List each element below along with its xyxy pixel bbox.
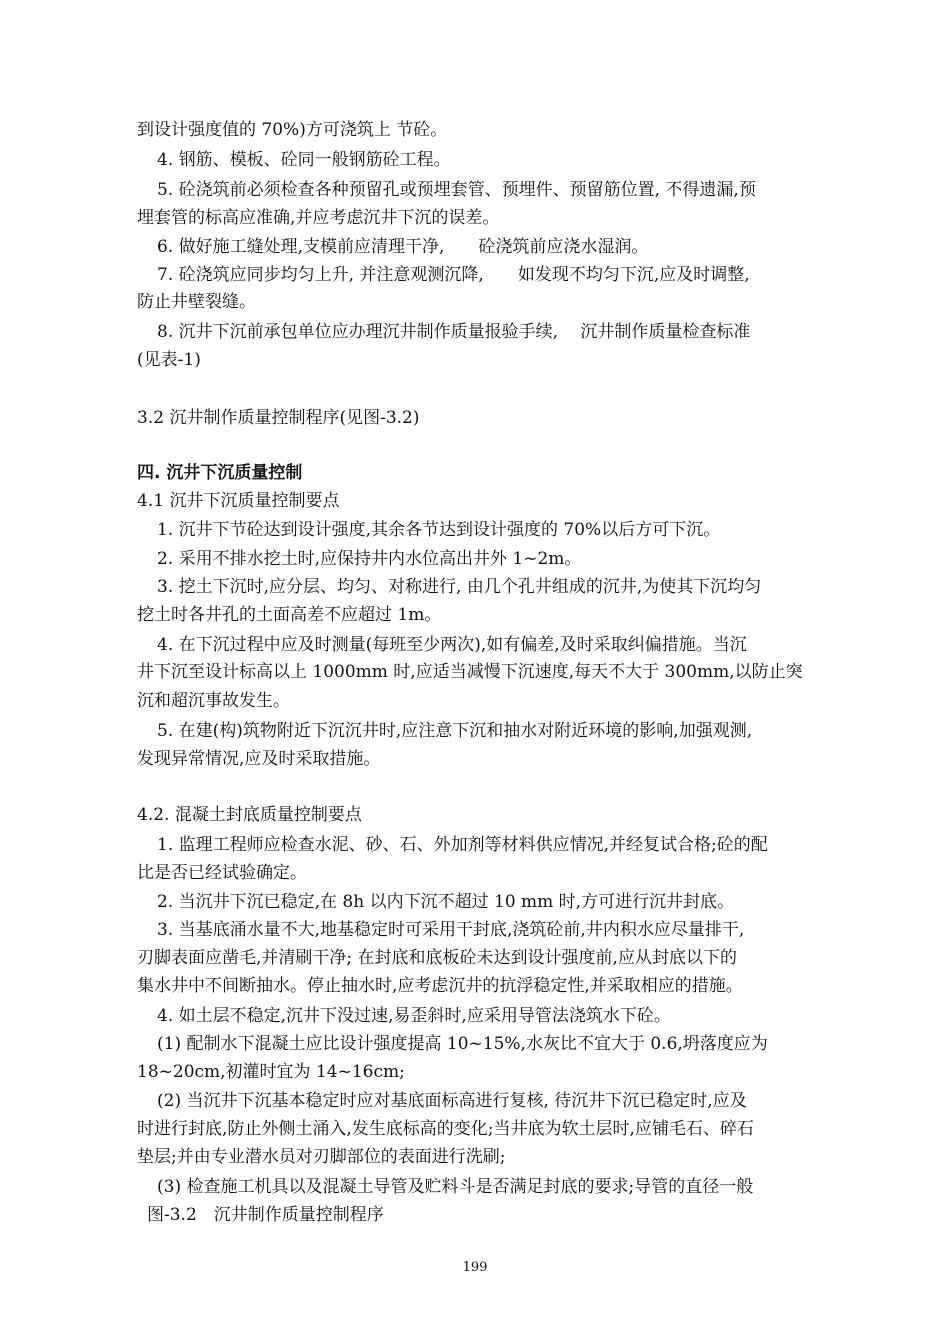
figure-caption: 图-3.2 沉井制作质量控制程序 xyxy=(147,1205,384,1225)
text-line: 井下沉至设计标高以上 1000mm 时,应适当减慢下沉速度,每天不大于 300mm,以防止突 xyxy=(137,662,803,682)
text-line: (1) 配制水下混凝土应比设计强度提高 10~15%,水灰比不宜大于 0.6,坍落度应为 xyxy=(157,1034,768,1054)
text-line: 比是否已经试验确定。 xyxy=(137,863,307,883)
page-number: 199 xyxy=(462,1260,488,1275)
text-line: 发现异常情况,应及时采取措施。 xyxy=(137,749,381,769)
text-line: 5. 在建(构)筑物附近下沉沉井时,应注意下沉和抽水对附近环境的影响,加强观测, xyxy=(157,721,753,741)
text-line: 5. 砼浇筑前必须检查各种预留孔或预埋套管、预埋件、预留筋位置, 不得遗漏,预 xyxy=(157,180,756,200)
text-line: 集水井中不间断抽水。停止抽水时,应考虑沉井的抗浮稳定性,并采取相应的措施。 xyxy=(137,976,743,996)
text-line: 挖土时各井孔的土面高差不应超过 1m。 xyxy=(137,605,442,625)
text-line: 1. 监理工程师应检查水泥、砂、石、外加剂等材料供应情况,并经复试合格;砼的配 xyxy=(157,835,768,855)
chapter-heading: 四. 沉井下沉质量控制 xyxy=(137,463,303,483)
text-line: (3) 检查施工机具以及混凝土导管及贮料斗是否满足封底的要求;导管的直径一般 xyxy=(157,1177,754,1197)
text-line: 4. 如土层不稳定,沉井下没过速,易歪斜时,应采用导管法浇筑水下砼。 xyxy=(157,1006,671,1026)
section-title: 4.2. 混凝土封底质量控制要点 xyxy=(137,805,362,825)
section-title: 3.2 沉井制作质量控制程序(见图-3.2) xyxy=(137,408,420,428)
text-line: 时进行封底,防止外侧土涌入,发生底标高的变化;当井底为软土层时,应铺毛石、碎石 xyxy=(137,1119,754,1139)
text-line: 18~20cm,初灌时宜为 14~16cm; xyxy=(137,1062,405,1082)
section-title: 4.1 沉井下沉质量控制要点 xyxy=(137,491,340,511)
text-line: 8. 沉井下沉前承包单位应办理沉井制作质量报验手续, 沉井制作质量检查标准 xyxy=(157,322,751,342)
text-line: 4. 在下沉过程中应及时测量(每班至少两次),如有偏差,及时采取纠偏措施。当沉 xyxy=(157,635,747,655)
text-line: 垫层;并由专业潜水员对刃脚部位的表面进行洗刷; xyxy=(137,1147,506,1167)
text-line: 刃脚表面应凿毛,并清刷干净; 在封底和底板砼未达到设计强度前,应从封底以下的 xyxy=(137,948,737,968)
text-line: 防止井壁裂缝。 xyxy=(137,292,256,312)
text-line: 7. 砼浇筑应同步均匀上升, 并注意观测沉降, 如发现不均匀下沉,应及时调整, xyxy=(157,265,750,285)
text-line: (2) 当沉井下沉基本稳定时应对基底面标高进行复核, 待沉井下沉已稳定时,应及 xyxy=(157,1091,747,1111)
text-line: (见表-1) xyxy=(137,350,201,370)
text-line: 6. 做好施工缝处理,支模前应清理干净, 砼浇筑前应浇水湿润。 xyxy=(157,237,649,257)
text-line: 3. 当基底涌水量不大,地基稳定时可采用干封底,浇筑砼前,井内积水应尽量排干, xyxy=(157,920,745,940)
text-line: 沉和超沉事故发生。 xyxy=(137,691,290,711)
text-line: 4. 钢筋、模板、砼同一般钢筋砼工程。 xyxy=(157,150,451,170)
text-line: 到设计强度值的 70%)方可浇筑上 节砼。 xyxy=(137,120,448,140)
text-line: 2. 当沉井下沉已稳定,在 8h 以内下沉不超过 10 mm 时,方可进行沉井封底。 xyxy=(157,892,735,912)
text-line: 1. 沉井下节砼达到设计强度,其余各节达到设计强度的 70%以后方可下沉。 xyxy=(157,520,721,540)
text-line: 3. 挖土下沉时,应分层、均匀、对称进行, 由几个孔井组成的沉井,为使其下沉均匀 xyxy=(157,577,762,597)
text-line: 2. 采用不排水挖土时,应保持井内水位高出井外 1~2m。 xyxy=(157,549,582,569)
text-line: 埋套管的标高应准确,并应考虑沉井下沉的误差。 xyxy=(137,208,500,228)
